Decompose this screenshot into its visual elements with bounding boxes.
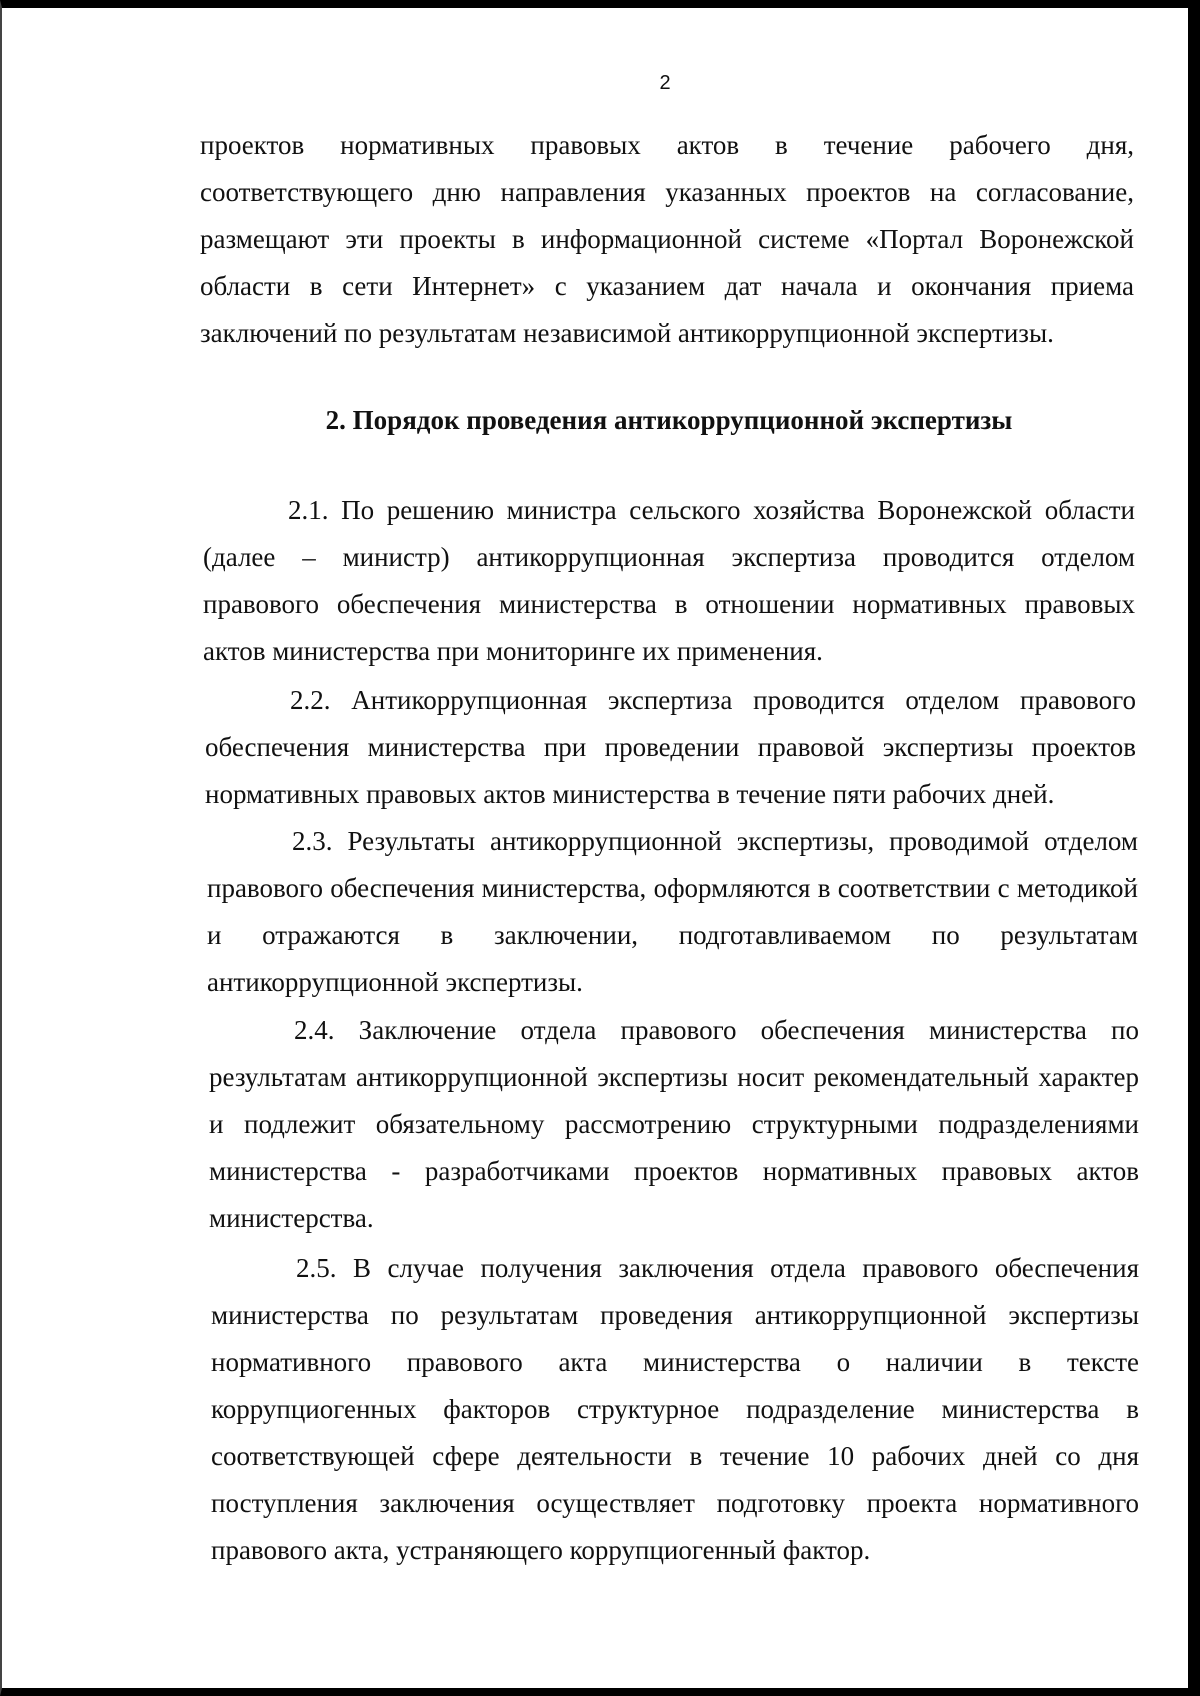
page-number: 2 [659,72,671,94]
section-heading: 2. Порядок проведения антикоррупционной экспертизы [325,405,1013,435]
paragraph-2-3: 2.3. Результаты антикоррупционной экспертизы, проводимой отделом правового обеспечения министерства, оформляются в соответствии с методикой и отражаются в заключении, подготавливаемом по результатам антикоррупционной экспертизы. [207,826,1138,997]
paragraph-2-4: 2.4. Заключение отдела правового обеспечения министерства по результатам антикоррупционной экспертизы носит рекомендательный характер и подлежит обязательному рассмотрению структурными подразделениями министерства - разработчиками проектов нормативных правовых актов министерства. [209,1015,1139,1233]
intro-paragraph: проектов нормативных правовых актов в течение рабочего дня, соответствующего дню направления указанных проектов на согласование, размещают эти проекты в информационной системе «Портал Воронежской области в сети Интернет» с указанием дат начала и окончания приема заключений по результатам независимой антикоррупционной экспертизы. [200,130,1134,348]
paragraph-2-2: 2.2. Антикоррупционная экспертиза проводится отделом правового обеспечения министерства при проведении правовой экспертизы проектов нормативных правовых актов министерства в течение пяти рабочих дней. [205,685,1136,809]
paragraph-2-1: 2.1. По решению министра сельского хозяйства Воронежской области (далее – министр) антикоррупционная экспертиза проводится отделом правового обеспечения министерства в отношении нормативных правовых актов министерства при мониторинге их применения. [203,495,1135,666]
paragraph-2-5: 2.5. В случае получения заключения отдела правового обеспечения министерства по результатам проведения антикоррупционной экспертизы нормативного правового акта министерства о наличии в тексте коррупциогенных факторов структурное подразделение министерства в соответствующей сфере деятельности в течение 10 рабочих дней со дня поступления заключения осуществляет подготовку проекта нормативного правового акта, устраняющего коррупциогенный фактор. [211,1253,1139,1565]
